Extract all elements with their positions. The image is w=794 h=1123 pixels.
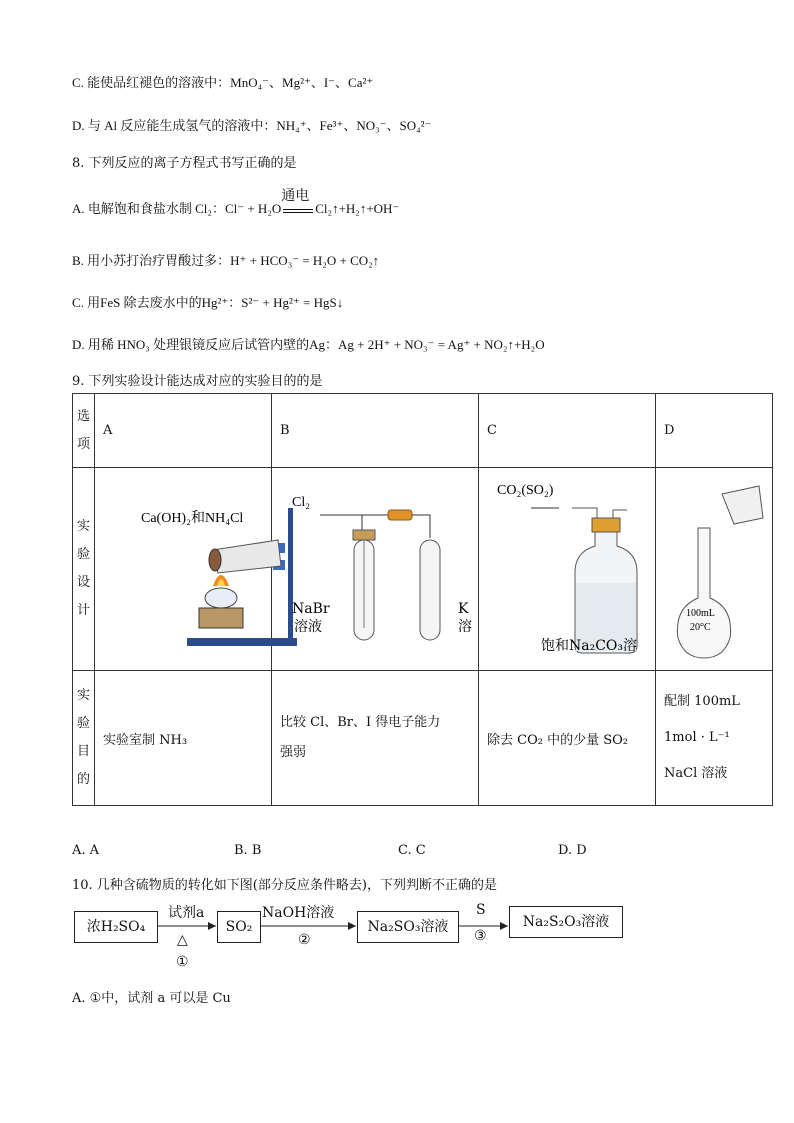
header-a: A bbox=[95, 394, 272, 468]
sulfur-label: S bbox=[476, 902, 486, 918]
box-so2: SO₂ bbox=[217, 911, 261, 943]
option-9b: B. B bbox=[234, 843, 262, 858]
condition-label: 通电 bbox=[281, 189, 310, 204]
header-b: B bbox=[272, 394, 479, 468]
svg-text:CO₂(SO₂): CO₂(SO₂) bbox=[497, 483, 554, 498]
option-8b: B. 用小苏打治疗胃酸过多：H⁺ + HCO₃⁻ = H₂O + CO₂↑ bbox=[72, 253, 380, 268]
svg-text:饱和Na₂CO₃溶: 饱和Na₂CO₃溶 bbox=[541, 638, 638, 654]
experiment-table bbox=[72, 393, 773, 806]
option-10a: A. ①中，试剂 a 可以是 Cu bbox=[72, 991, 231, 1006]
option-8a bbox=[72, 189, 400, 217]
svg-text:NaBr: NaBr bbox=[292, 601, 330, 617]
box-na2so3: Na₂SO₃溶液 bbox=[357, 911, 459, 943]
svg-text:溶液: 溶液 bbox=[294, 619, 323, 635]
header-d: D bbox=[656, 394, 773, 468]
apparatus-a-label: Ca(OH)₂和NH₄Cl bbox=[141, 511, 244, 526]
naoh-label: NaOH溶液 bbox=[262, 905, 335, 921]
step-3: ③ bbox=[474, 928, 487, 944]
apparatus-d bbox=[656, 468, 773, 671]
option-9a: A. A bbox=[72, 843, 100, 858]
col0-design: 实 验 设 计 bbox=[73, 468, 95, 671]
step-2: ② bbox=[298, 932, 311, 948]
reagent-a-label: 试剂a bbox=[168, 905, 205, 921]
step-1: ① bbox=[176, 954, 189, 970]
svg-text:20°C: 20°C bbox=[690, 622, 711, 633]
flow-arrows bbox=[72, 900, 632, 970]
electrolysis-arrow bbox=[281, 189, 313, 213]
aim-a: 实验室制 NH₃ bbox=[95, 671, 272, 806]
box-na2s2o3: Na₂S₂O₃溶液 bbox=[509, 906, 623, 938]
header-c: C bbox=[479, 394, 656, 468]
heat-symbol: △ bbox=[177, 932, 188, 948]
svg-text:Cl₂: Cl₂ bbox=[292, 495, 311, 510]
question-9: 9. 下列实验设计能达成对应的实验目的的是 bbox=[72, 374, 323, 389]
apparatus-b bbox=[272, 468, 479, 671]
option-8c: C. 用FeS 除去废水中的Hg²⁺：S²⁻ + Hg²⁺ = HgS↓ bbox=[72, 295, 344, 310]
option-9c: C. C bbox=[398, 843, 426, 858]
svg-text:溶: 溶 bbox=[458, 619, 473, 635]
option-7c: C. 能使品红褪色的溶液中：MnO₄⁻、Mg²⁺、I⁻、Ca²⁺ bbox=[72, 75, 374, 90]
apparatus-a bbox=[95, 468, 272, 671]
svg-text:100mL: 100mL bbox=[686, 608, 715, 619]
question-8: 8. 下列反应的离子方程式书写正确的是 bbox=[72, 156, 297, 171]
col0-aim: 实 验 目 的 bbox=[73, 671, 95, 806]
col0-header: 选 项 bbox=[73, 394, 95, 468]
option-9d: D. D bbox=[558, 843, 587, 858]
svg-text:K: K bbox=[458, 601, 469, 617]
aim-c: 除去 CO₂ 中的少量 SO₂ bbox=[479, 671, 656, 806]
aim-d: 配制 100mL 1mol · L⁻¹ NaCl 溶液 bbox=[656, 671, 773, 806]
question-10: 10. 几种含硫物质的转化如下图(部分反应条件略去)，下列判断不正确的是 bbox=[72, 878, 497, 893]
option-7d: D. 与 Al 反应能生成氢气的溶液中：NH₄⁺、Fe³⁺、NO₃⁻、SO₄²⁻ bbox=[72, 118, 432, 133]
option-8a-lhs: A. 电解饱和食盐水制 Cl₂：Cl⁻ + H₂O bbox=[72, 201, 282, 216]
apparatus-c bbox=[479, 468, 656, 671]
option-8d: D. 用稀 HNO₃ 处理银镜反应后试管内壁的Ag：Ag + 2H⁺ + NO₃⁻ = Ag⁺ + NO₂↑+H₂O bbox=[72, 337, 545, 352]
aim-b: 比较 Cl、Br、I 得电子能力 强弱 bbox=[272, 671, 479, 806]
option-8a-rhs: Cl₂↑+H₂↑+OH⁻ bbox=[315, 201, 400, 216]
box-conc-h2so4: 浓H₂SO₄ bbox=[74, 911, 158, 943]
